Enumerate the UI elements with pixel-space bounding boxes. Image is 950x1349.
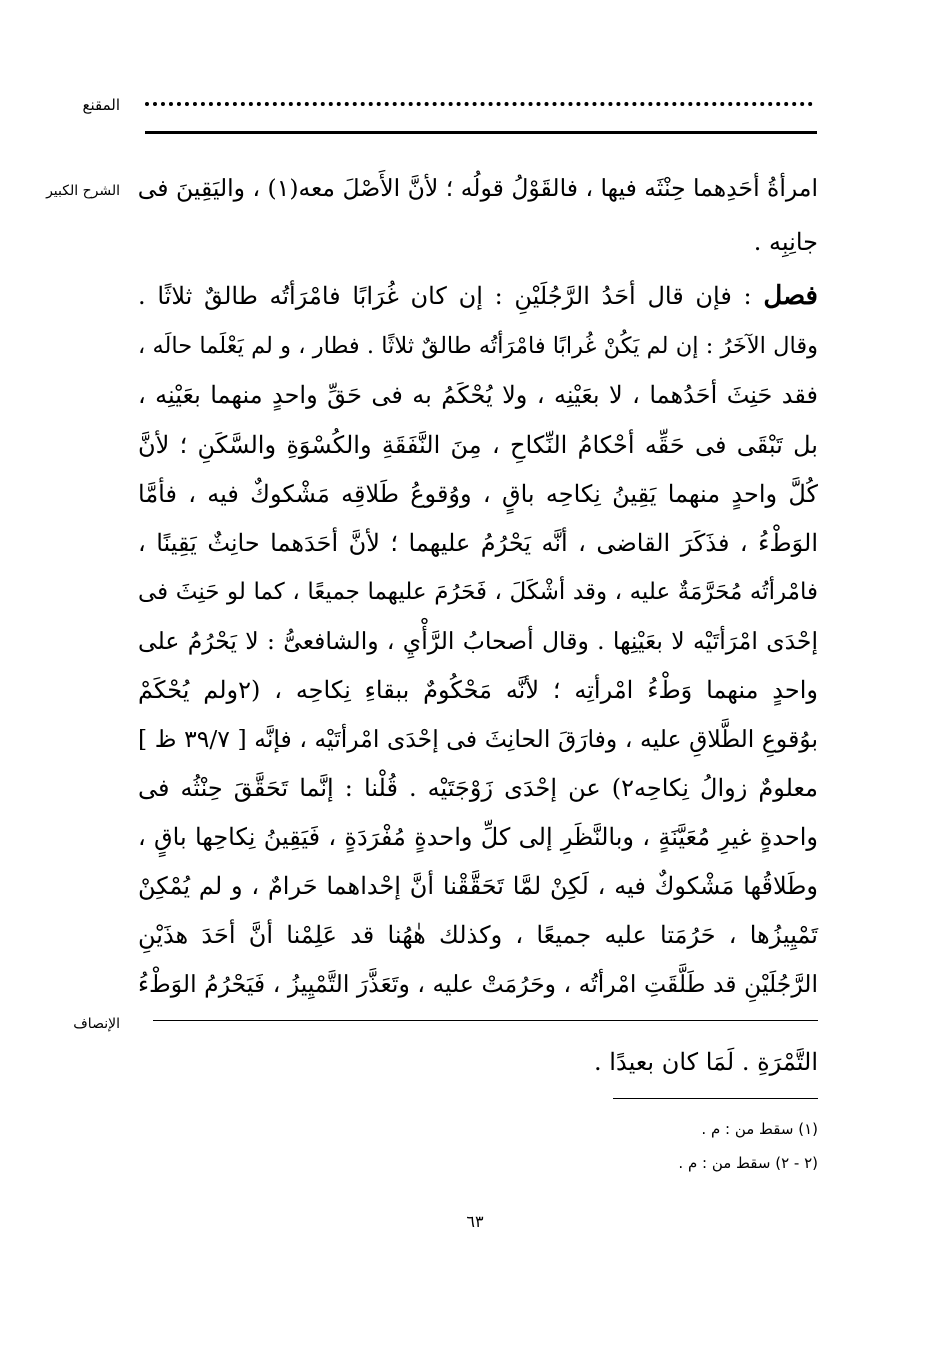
text-line — [138, 274, 818, 318]
footnote: (١) سقط من : م . — [701, 1120, 818, 1138]
header-rule — [145, 131, 817, 134]
text-line: امرأةُ أحَدِهما حِنْثَه فيها ، فالقَوْلُ قولُه ؛ لأنَّ الأَصْلَ معه(١) ، واليَقِينَ فى — [137, 174, 818, 202]
margin-label-insaf: الإنصاف — [73, 1016, 120, 1032]
page-number: ٦٣ — [466, 1212, 484, 1231]
text-line: كُلَّ واحدٍ منهما يَقِينُ نِكاحِه باقٍ ، ووُقوعُ طَلاقِه مَشْكوكٌ فيه ، فأمَّا — [138, 480, 818, 508]
text-line: الوَطْءُ ، فذَكَرَ القاضى ، أنَّه يَحْرُمُ عليهما ؛ لأنَّ أحَدَهما حانِثٌ يَقِينًا ، — [138, 529, 818, 557]
text-line: بوُقوعِ الطَّلاقِ عليه ، وفارَقَ الحانِثَ فى إحْدَى امْرأتَيْه ، فإنَّه [ ٣٩/٧ ظ ] — [138, 725, 818, 753]
book-title: المقنع — [82, 96, 120, 114]
section-rule — [153, 1020, 818, 1021]
footnote-rule — [613, 1098, 818, 1099]
text-line: تَمْيِيزُها ، حَرُمَتا عليه جميعًا ، وكذلك هٰهُنا قد عَلِمْنا أنَّ أحَدَ هذَيْنِ — [138, 921, 818, 949]
text-line: إحْدَى امْرَأتَيْه لا بعَيْنِها . وقال أصحابُ الرَّأْيِ ، والشافعىُّ : لا يَحْرُمُ على — [138, 627, 818, 655]
margin-label-sharh: الشرح الكبير — [46, 183, 120, 199]
text-line: وقال الآخَرُ : إن لم يَكُنْ غُرابًا فامْرَأتُه طالقٌ ثلاثًا . فطار ، و لم يَعْلَما حالَه ، — [138, 333, 818, 359]
text-span: : فإن قال أحَدُ الرَّجُلَيْنِ : إن كان غُرَابًا فامْرَأتُه طالقٌ ثلاثًا . — [138, 282, 752, 310]
header-dotted-line — [145, 94, 813, 106]
text-line: بل تَبْقَى فى حَقِّه أحْكامُ النِّكاحِ ، مِنَ النَّفَقَةِ والكُسْوَةِ والسَّكَنِ ؛ لأنَّ — [138, 431, 818, 459]
text-line: واحدٍ منهما وَطْءُ امْرأتِه ؛ لأنَّه مَحْكُومٌ ببقاءِ نِكاحِه ، (٢ولم يُحْكَمْ — [138, 676, 818, 704]
text-line: جانِبِه . — [753, 228, 818, 256]
section-heading: فصل — [763, 281, 818, 311]
text-line: معلومٌ زوالُ نِكاحِه٢) عن إحْدَى زَوْجَتَيْه . قُلْنا : إنَّما تَحَقَّقَ حِنْثُه فى — [138, 774, 818, 802]
text-line: فامْرأتُه مُحَرَّمَةٌ عليه ، وقد أشْكَلَ ، فَحَرُمَ عليهما جميعًا ، كما لو حَنِثَ فى — [138, 579, 818, 605]
text-line: الرَّجُلَيْنِ قد طَلَّقَتِ امْرأتُه ، وحَرُمَتْ عليه ، وتَعَذَّرَ التَّمْيِيزُ ، فَيَحْرُمُ الوَطْءُ — [138, 970, 818, 998]
text-line: وطَلاقُها مَشْكوكٌ فيه ، لَكِنْ لمَّا تَحَقَّقْنا أنَّ إحْداهما حَرامٌ ، و لم يُمْكِنْ — [138, 872, 818, 900]
text-line: واحدةٍ غيرِ مُعَيَّنَةٍ ، وبالنَّظَرِ إلى كلِّ واحدةٍ مُفْرَدَةٍ ، فَيَقِينُ نِكاحِها باقٍ ، — [138, 823, 818, 851]
text-line: فقد حَنِثَ أحَدُهما ، لا بعَيْنِه ، ولا يُحْكَمُ به فى حَقِّ واحدٍ منهما بعَيْنِه ، — [138, 381, 818, 409]
footnote: (٢ - ٢) سقط من : م . — [678, 1154, 818, 1172]
insaf-text: التَّمْرَةِ . لَمَا كان بعيدًا . — [594, 1048, 818, 1076]
